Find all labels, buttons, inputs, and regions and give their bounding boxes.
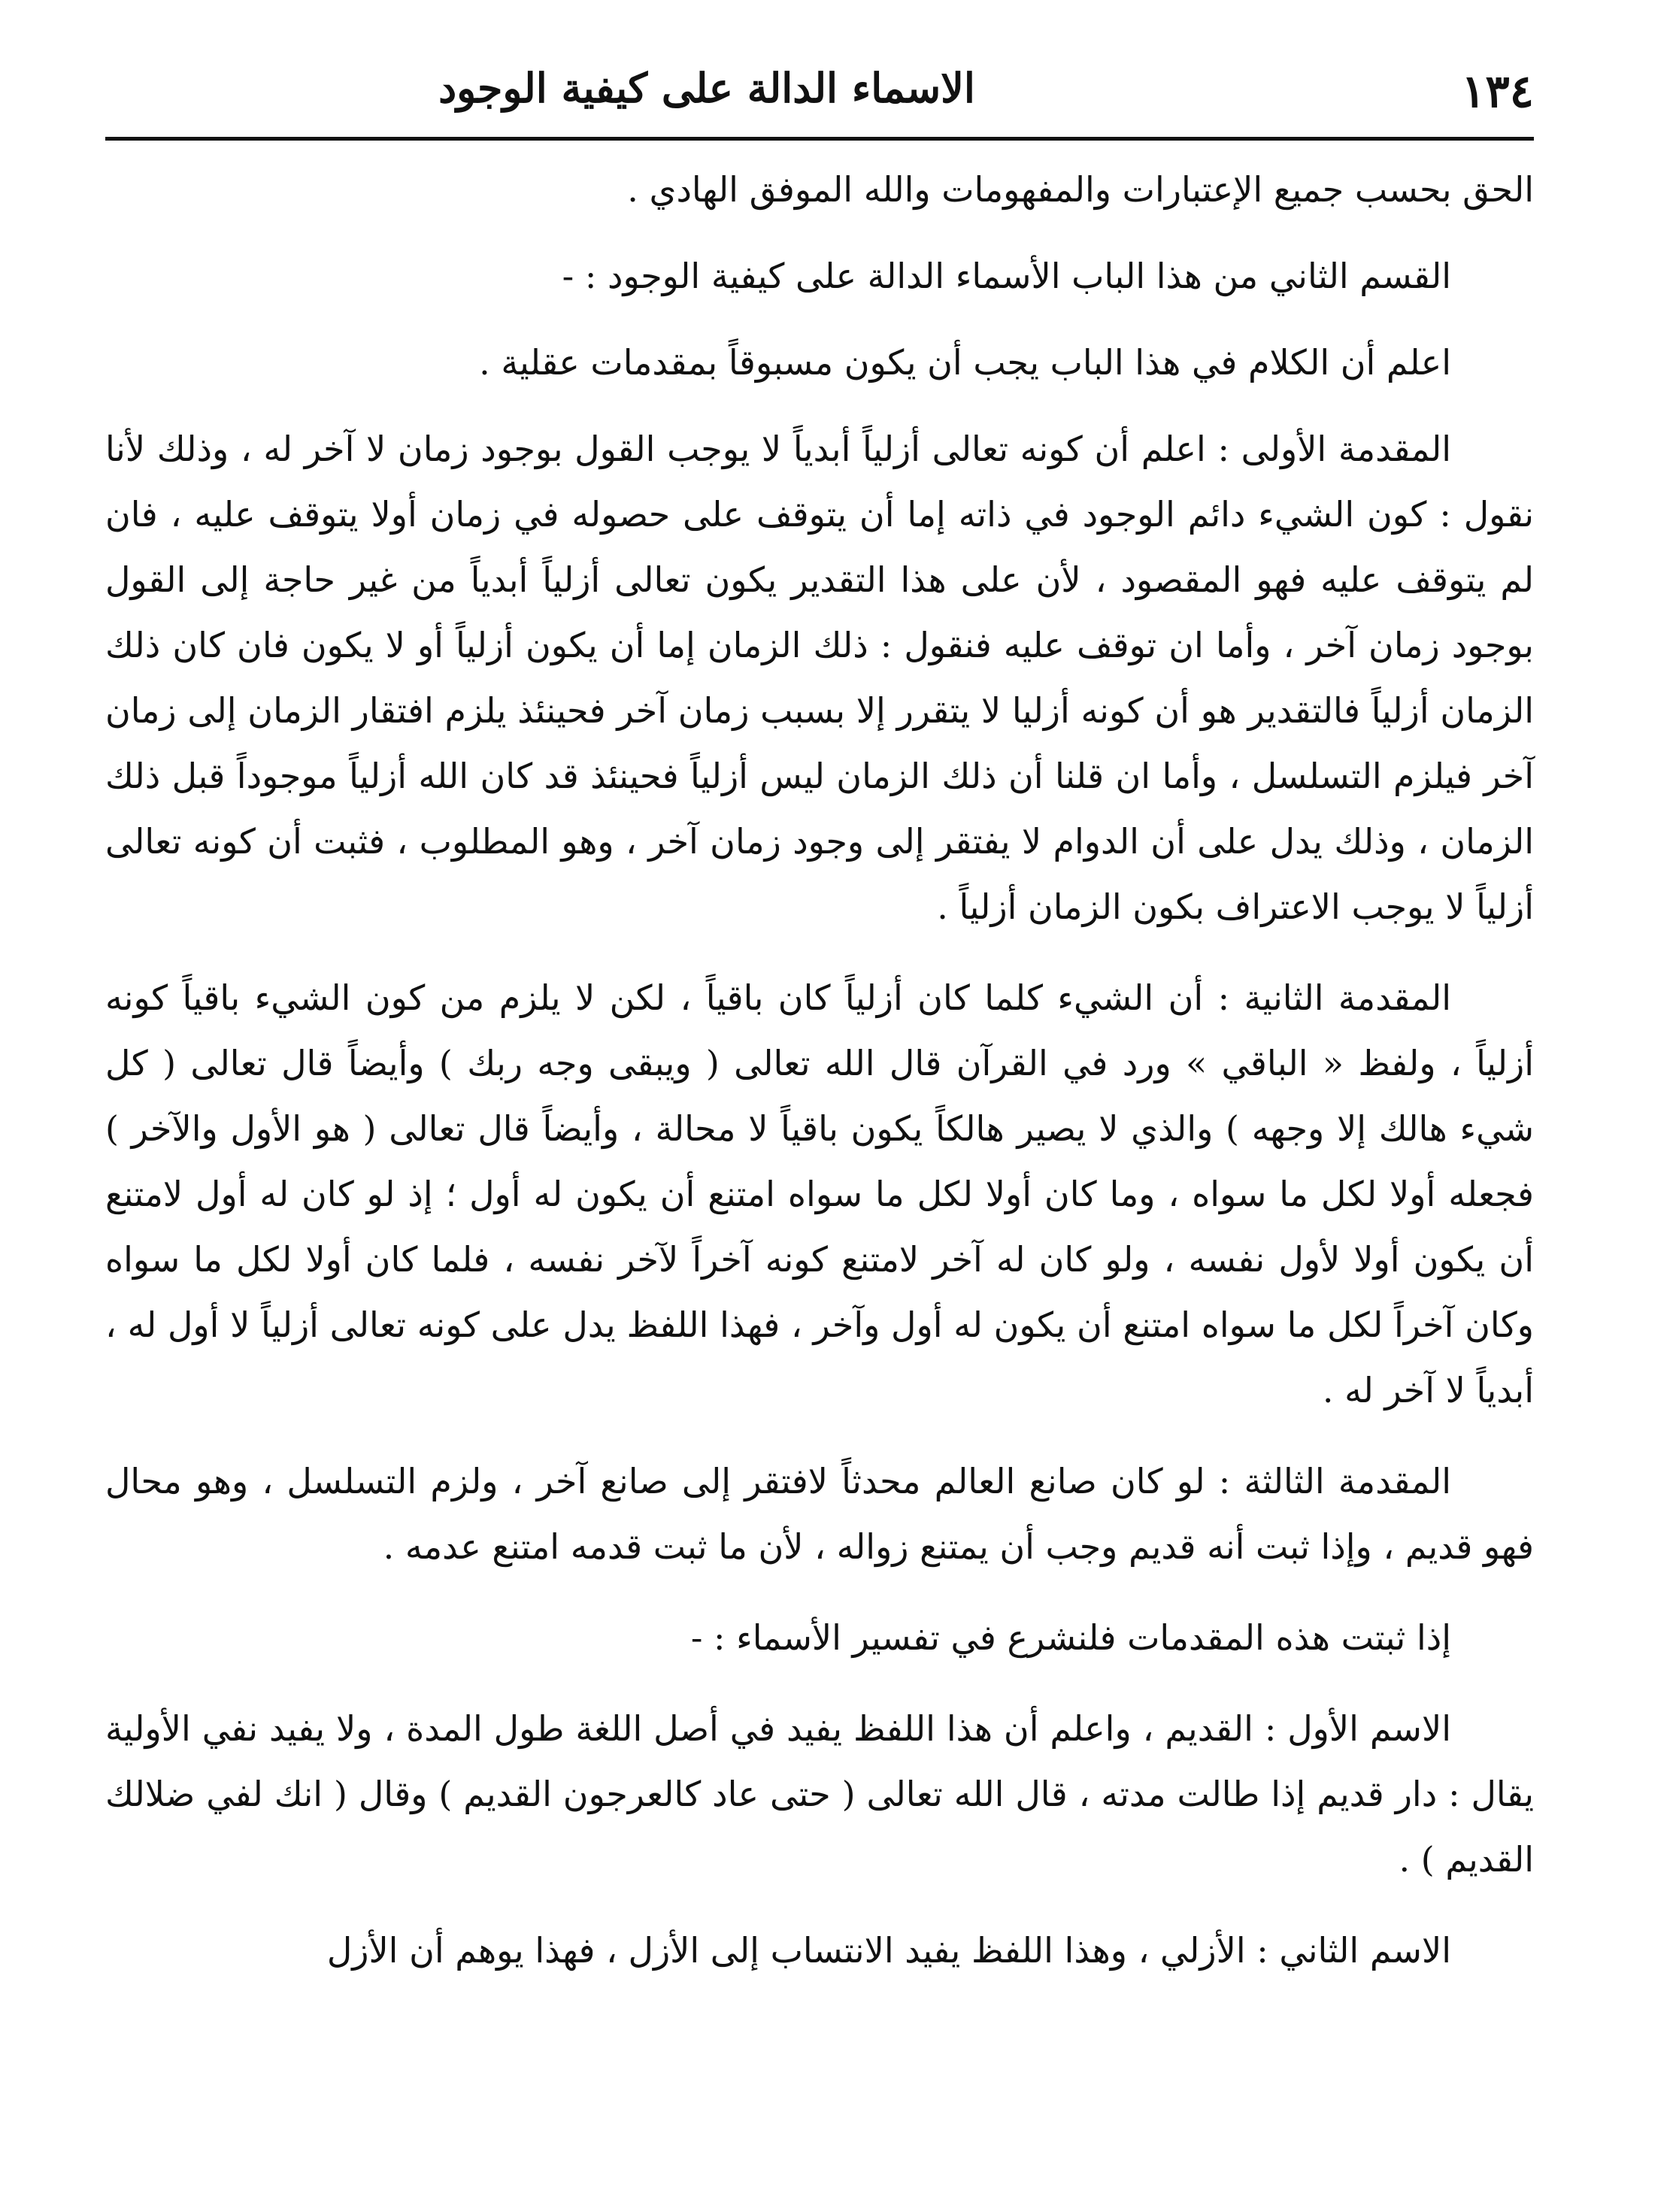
paragraph-continuation: الحق بحسب جميع الإعتبارات والمفهومات والله الموفق الهادي . [627, 169, 1534, 210]
paragraph-intro: اعلم أن الكلام في هذا الباب يجب أن يكون مسبوقاً بمقدمات عقلية . [479, 342, 1451, 383]
paragraph-name-1: الاسم الأول : القديم ، واعلم أن هذا اللفظ يفيد في أصل اللغة طول المدة ، ولا يفيد نفي الأولية يقال : دار قديم إذا طالت مدته ، قال الله تعالى ( حتى عاد كالعرجون القديم ) وقال ( انك لفي ضلالك القديم ) . [105, 1708, 1534, 1880]
paragraph-premise-1: المقدمة الأولى : اعلم أن كونه تعالى أزلياً أبدياً لا يوجب القول بوجود زمان لا آخر له ، وذلك لأنا نقول : كون الشيء دائم الوجود في ذاته إما أن يتوقف على حصوله في زمان أولا يتوقف عليه ، فان لم يتوقف عليه فهو المقصود ، لأن على هذا التقدير يكون تعالى أزلياً أبدياً من غير حاجة إلى القول بوجود زمان آخر ، وأما ان توقف عليه فنقول : ذلك الزمان إما أن يكون أزلياً أو لا يكون فان كان ذلك الزمان أزلياً فالتقدير هو أن كونه أزليا لا يتقرر إلا بسبب زمان آخر فحينئذ يلزم افتقار الزمان إلى زمان آخر فيلزم التسلسل ، وأما ان قلنا أن ذلك الزمان ليس أزلياً فحينئذ قد كان الله أزلياً موجوداً قبل ذلك الزمان ، وذلك يدل على أن الدوام لا يفتقر إلى وجود زمان آخر ، وهو المطلوب ، فثبت أن كونه تعالى أزلياً لا يوجب الاعتراف بكون الزمان أزلياً . [105, 429, 1534, 927]
paragraph-name-2: الاسم الثاني : الأزلي ، وهذا اللفظ يفيد الانتساب إلى الأزل ، فهذا يوهم أن الأزل [326, 1930, 1451, 1971]
paragraph-premise-2: المقدمة الثانية : أن الشيء كلما كان أزلياً كان باقياً ، لكن لا يلزم من كون الشيء باقياً كونه أزلياً ، ولفظ « الباقي » ورد في القرآن قال الله تعالى ( ويبقى وجه ربك ) وأيضاً قال تعالى ( كل شيء هالك إلا وجهه ) والذي لا يصير هالكاً يكون باقياً لا محالة ، وأيضاً قال تعالى ( هو الأول والآخر ) فجعله أولا لكل ما سواه ، وما كان أولا لكل ما سواه امتنع أن يكون له أول ؛ إذ لو كان له أول لامتنع أن يكون أولا لأول نفسه ، ولو كان له آخر لامتنع كونه آخراً لآخر نفسه ، فلما كان أولا لكل ما سواه وكان آخراً لكل ما سواه امتنع أن يكون له أول وآخر ، فهذا اللفظ يدل على كونه تعالى أزلياً لا أول له ، أبدياً لا آخر له . [105, 977, 1534, 1411]
body-text [105, 157, 1534, 1983]
page-header [105, 53, 1534, 141]
book-page [105, 53, 1534, 2173]
paragraph-premise-3: المقدمة الثالثة : لو كان صانع العالم محدثاً لافتقر إلى صانع آخر ، ولزم التسلسل ، وهو محال فهو قديم ، وإذا ثبت أنه قديم وجب أن يمتنع زواله ، لأن ما ثبت قدمه امتنع عدمه . [105, 1461, 1534, 1567]
running-title: الاسماء الدالة على كيفية الوجود [438, 64, 975, 112]
page-number: ١٣٤ [1461, 65, 1534, 118]
paragraph-transition: إذا ثبتت هذه المقدمات فلنشرع في تفسير الأسماء : - [690, 1617, 1451, 1658]
paragraph-section-heading: القسم الثاني من هذا الباب الأسماء الدالة على كيفية الوجود : - [562, 256, 1451, 296]
